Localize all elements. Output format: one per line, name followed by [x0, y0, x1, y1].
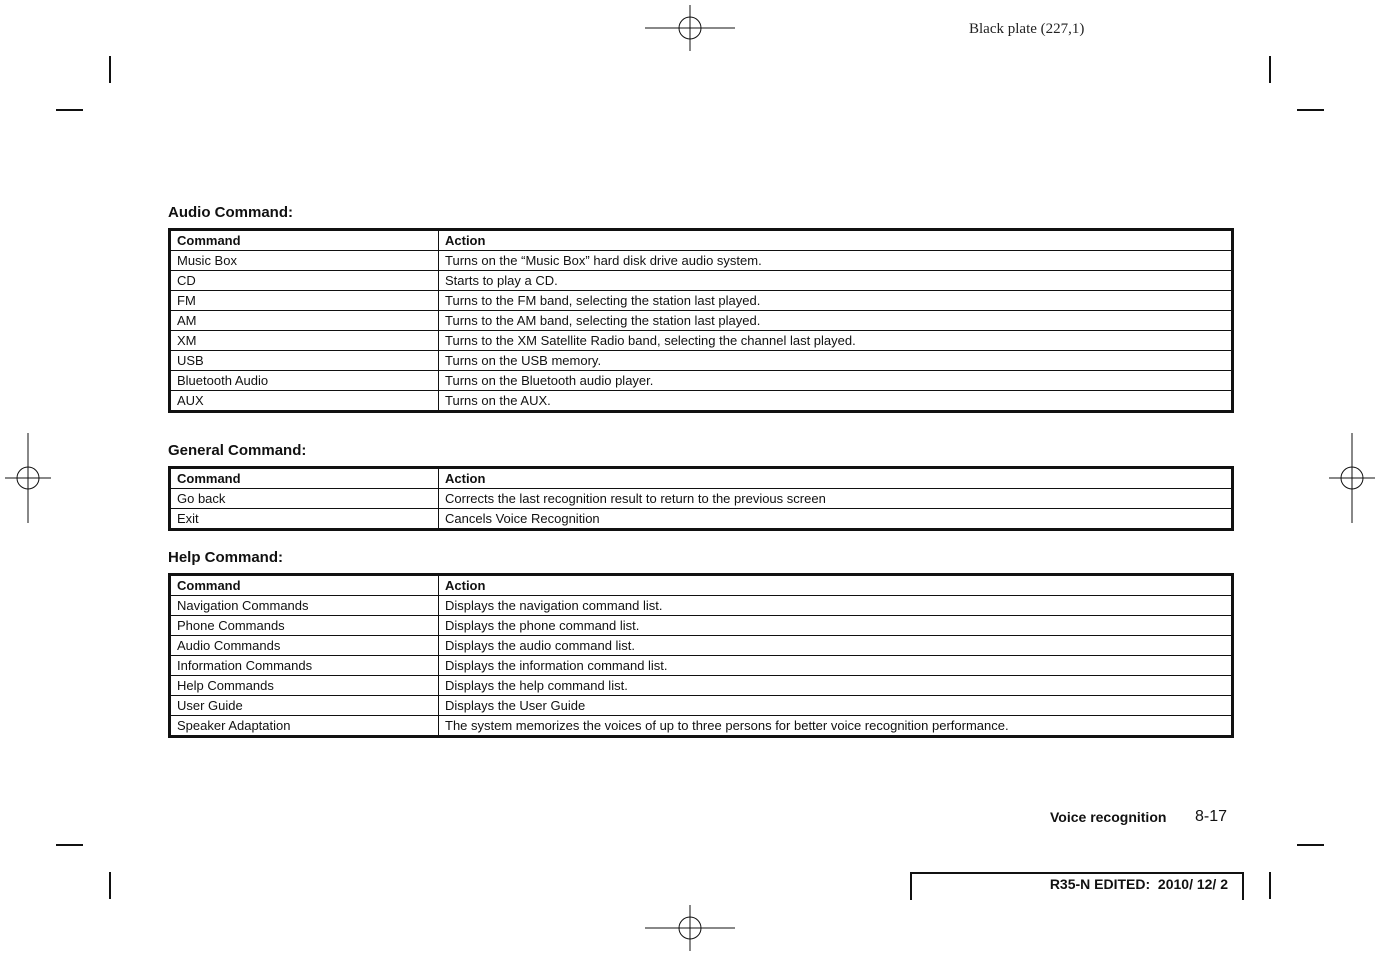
edited-stamp-box: [910, 872, 1244, 900]
command-cell: XM: [170, 331, 439, 351]
table-row: [170, 636, 1233, 656]
crop-mark: [1297, 109, 1324, 111]
table-header-row: [170, 468, 1233, 489]
command-cell: FM: [170, 291, 439, 311]
action-cell: Turns on the “Music Box” hard disk drive audio system.: [439, 251, 1233, 271]
action-cell: Displays the User Guide: [439, 696, 1233, 716]
crop-mark: [56, 844, 83, 846]
action-cell: Turns to the FM band, selecting the station last played.: [439, 291, 1233, 311]
command-table: [168, 573, 1234, 738]
table-row: [170, 616, 1233, 636]
command-cell: Help Commands: [170, 676, 439, 696]
page-number: 8-17: [1195, 808, 1228, 825]
table-row: [170, 271, 1233, 291]
action-cell: Displays the information command list.: [439, 656, 1233, 676]
table-header-row: [170, 230, 1233, 251]
action-cell: Turns on the USB memory.: [439, 351, 1233, 371]
section-title: Help Command:: [168, 549, 284, 566]
action-cell: Turns on the AUX.: [439, 391, 1233, 412]
action-cell: Turns on the Bluetooth audio player.: [439, 371, 1233, 391]
command-cell: Audio Commands: [170, 636, 439, 656]
table-row: [170, 489, 1233, 509]
table-row: [170, 509, 1233, 530]
column-header-action: Action: [439, 575, 1233, 596]
table-row: [170, 596, 1233, 616]
command-table: [168, 466, 1234, 531]
command-cell: AUX: [170, 391, 439, 412]
crop-mark: [1297, 844, 1324, 846]
action-cell: Starts to play a CD.: [439, 271, 1233, 291]
command-table: [168, 228, 1234, 413]
action-cell: Cancels Voice Recognition: [439, 509, 1233, 530]
table-row: [170, 716, 1233, 737]
command-cell: Go back: [170, 489, 439, 509]
section-title: General Command:: [168, 442, 307, 459]
command-cell: Speaker Adaptation: [170, 716, 439, 737]
table-row: [170, 251, 1233, 271]
command-cell: Navigation Commands: [170, 596, 439, 616]
command-cell: Phone Commands: [170, 616, 439, 636]
registration-mark-icon: [645, 5, 735, 51]
column-header-command: Command: [170, 230, 439, 251]
registration-mark-icon: [5, 433, 51, 523]
registration-mark-icon: [1329, 433, 1375, 523]
command-cell: USB: [170, 351, 439, 371]
command-cell: Bluetooth Audio: [170, 371, 439, 391]
column-header-command: Command: [170, 575, 439, 596]
table-row: [170, 676, 1233, 696]
action-cell: Displays the audio command list.: [439, 636, 1233, 656]
table-row: [170, 656, 1233, 676]
table-row: [170, 291, 1233, 311]
table-row: [170, 331, 1233, 351]
action-cell: Turns to the AM band, selecting the station last played.: [439, 311, 1233, 331]
table-row: [170, 696, 1233, 716]
action-cell: Turns to the XM Satellite Radio band, selecting the channel last played.: [439, 331, 1233, 351]
edited-stamp: R35-N EDITED: 2010/ 12/ 2: [1049, 876, 1228, 892]
table-row: [170, 391, 1233, 412]
footer-section-title: Voice recognition: [1050, 809, 1167, 825]
registration-mark-icon: [645, 905, 735, 951]
crop-mark: [1269, 56, 1271, 83]
crop-mark: [109, 56, 111, 83]
table-row: [170, 311, 1233, 331]
command-cell: Music Box: [170, 251, 439, 271]
command-cell: User Guide: [170, 696, 439, 716]
action-cell: Corrects the last recognition result to return to the previous screen: [439, 489, 1233, 509]
command-cell: CD: [170, 271, 439, 291]
column-header-action: Action: [439, 230, 1233, 251]
command-cell: AM: [170, 311, 439, 331]
column-header-command: Command: [170, 468, 439, 489]
table-row: [170, 371, 1233, 391]
table-row: [170, 351, 1233, 371]
crop-mark: [109, 872, 111, 899]
column-header-action: Action: [439, 468, 1233, 489]
section-title: Audio Command:: [168, 204, 293, 221]
action-cell: Displays the navigation command list.: [439, 596, 1233, 616]
action-cell: The system memorizes the voices of up to three persons for better voice recognition performance.: [439, 716, 1233, 737]
plate-label: Black plate (227,1): [969, 21, 1085, 37]
crop-mark: [1269, 872, 1271, 899]
action-cell: Displays the help command list.: [439, 676, 1233, 696]
table-header-row: [170, 575, 1233, 596]
crop-mark: [56, 109, 83, 111]
command-cell: Exit: [170, 509, 439, 530]
action-cell: Displays the phone command list.: [439, 616, 1233, 636]
command-cell: Information Commands: [170, 656, 439, 676]
